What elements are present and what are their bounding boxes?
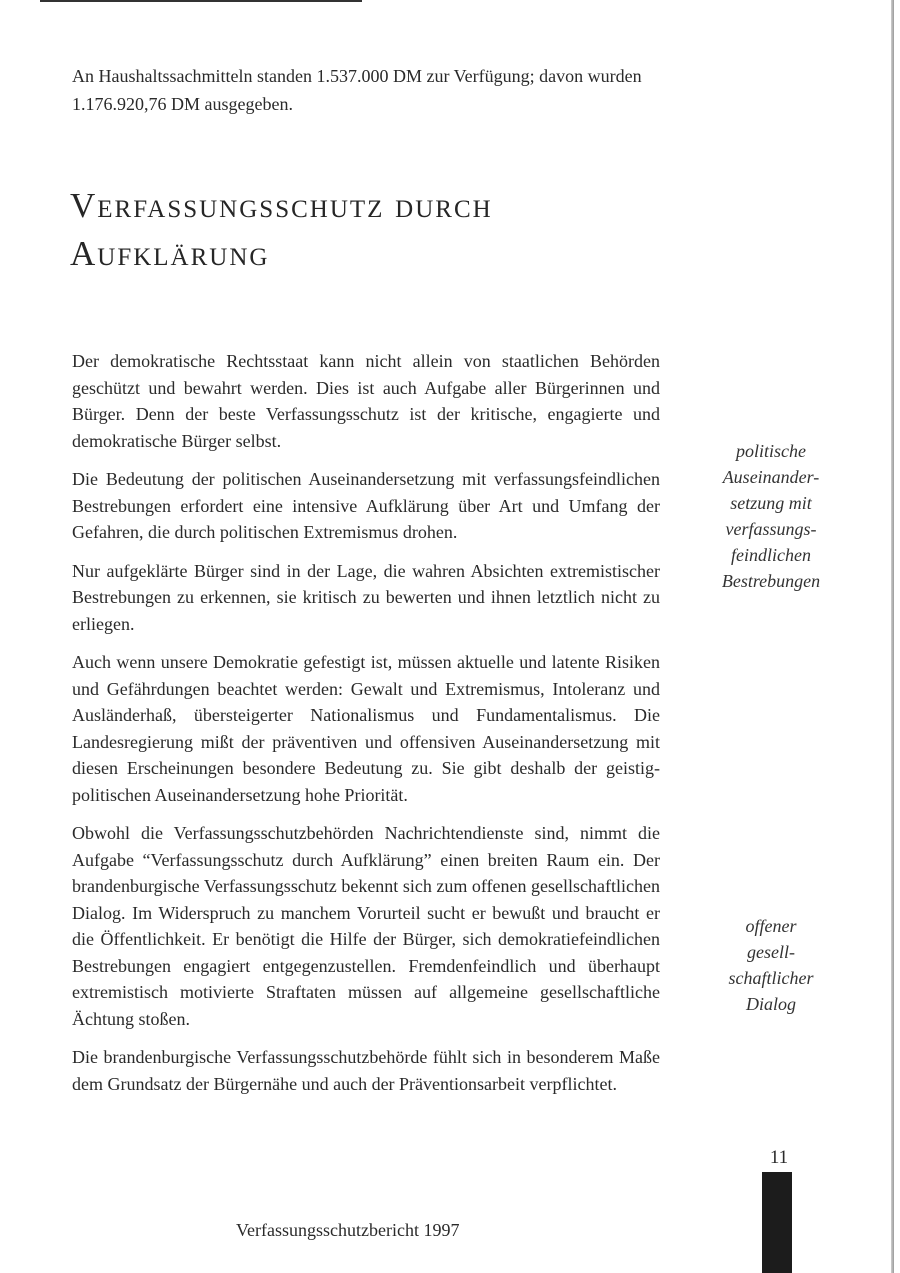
paragraph-2: Die Bedeutung der politischen Auseinandersetzung mit verfassungsfeindlichen Bestrebungen erfordert eine intensive Aufklärung über Art und Umfang der Gefahren, die durch politischen Extremismus drohen. — [72, 469, 660, 542]
margin-note-line: verfassungs- — [725, 519, 817, 539]
margin-note-political-debate — [696, 438, 846, 594]
margin-note-line: offener — [745, 916, 797, 936]
page-edge-shadow — [891, 0, 894, 1273]
margin-note-line: politische — [736, 441, 806, 461]
heading-line-2: Aufklärung — [70, 234, 270, 273]
margin-note-line: schaftlicher — [728, 968, 814, 988]
margin-note-line: Auseinander- — [722, 467, 820, 487]
heading-line-1: Verfassungsschutz durch — [70, 186, 493, 225]
top-rule — [40, 0, 362, 2]
paragraph-4: Auch wenn unsere Demokratie gefestigt ist, müssen aktuelle und latente Risiken und Gefährdungen beachtet werden: Gewalt und Extremismus, Intoleranz und Ausländerhaß, übersteigerter Nationalismus und Fundamentalismus. Die Landesregierung mißt der präventiven und offensiven Auseinandersetzung mit diesen Erscheinungen besondere Bedeutung zu. Sie gibt deshalb der geistig-politischen Auseinandersetzung hohe Priorität. — [72, 652, 660, 805]
footer-title: Verfassungsschutzbericht 1997 — [236, 1220, 460, 1240]
intro-paragraph: An Haushaltssachmitteln standen 1.537.000 DM zur Verfügung; davon wurden 1.176.920,76 DM ausgegeben. — [72, 66, 642, 114]
margin-note-line: feindlichen — [731, 545, 811, 565]
paragraph-1: Der demokratische Rechtsstaat kann nicht allein von staatlichen Behörden geschützt und bewahrt werden. Dies ist auch Aufgabe aller Bürgerinnen und Bürger. Denn der beste Verfassungsschutz ist der kritische, engagierte und demokratische Bürger selbst. — [72, 351, 660, 451]
paragraph-3: Nur aufgeklärte Bürger sind in der Lage, die wahren Absichten extremistischer Bestrebungen zu erkennen, sie kritisch zu bewerten und ihnen letztlich nicht zu erliegen. — [72, 560, 660, 634]
page-marker-bar — [762, 1172, 792, 1273]
margin-note-line: Dialog — [745, 994, 796, 1014]
body-text — [72, 348, 660, 1109]
margin-note-line: Bestrebungen — [721, 571, 821, 591]
section-heading — [70, 182, 710, 278]
margin-note-open-dialog — [696, 913, 846, 1017]
paragraph-6: Die brandenburgische Verfassungsschutzbehörde fühlt sich in besonderem Maße dem Grundsatz der Bürgernähe und auch der Präventionsarbeit verpflichtet. — [72, 1047, 660, 1094]
paragraph-5: Obwohl die Verfassungsschutzbehörden Nachrichtendienste sind, nimmt die Aufgabe “Verfassungsschutz durch Aufklärung” einen breiten Raum ein. Der brandenburgische Verfassungsschutz bekennt sich zum offenen gesellschaftlichen Dialog. Im Widerspruch zu manchem Vorurteil sucht er bewußt und braucht er die Öffentlichkeit. Er benötigt die Hilfe der Bürger, sich demokratiefeindlichen Bestrebungen engagiert entgegenzustellen. Fremdenfeindlich und überhaupt extremistisch motivierte Straftaten müssen auf allgemeine gesellschaftliche Ächtung stoßen. — [72, 823, 660, 1029]
page-number: 11 — [769, 1147, 789, 1168]
margin-note-line: setzung mit — [730, 493, 812, 513]
margin-note-line: gesell- — [747, 942, 795, 962]
